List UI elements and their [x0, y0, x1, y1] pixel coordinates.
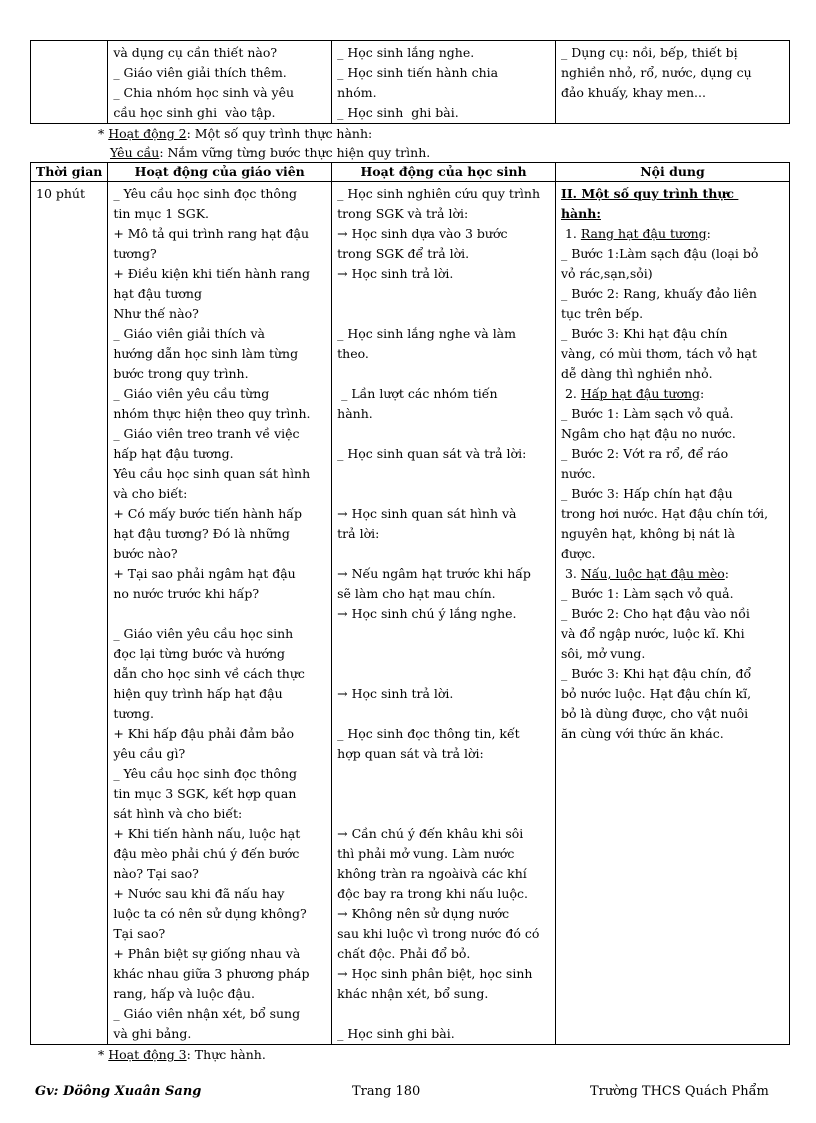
text-line: _ Giáo viên treo tranh về việc [113, 426, 300, 441]
text-line: _ Học sinh quan sát và trả lời: [337, 446, 527, 461]
text-line: khác nhận xét, bổ sung. [337, 986, 489, 1001]
teacher-cell [108, 41, 332, 124]
activity-3-text: : Thực hành. [186, 1047, 266, 1062]
text-line: _ Lần lượt các nhóm tiến [337, 386, 498, 401]
text-line: hành. [337, 406, 373, 421]
text-line: → Học sinh trả lời. [337, 266, 454, 281]
text-line: không tràn ra ngoàivà các khí [337, 866, 527, 881]
text-line: và cho biết: [113, 486, 188, 501]
text-line: nhóm thực hiện theo quy trình. [113, 406, 311, 421]
text-line: độc bay ra trong khi nấu luộc. [337, 886, 528, 901]
text-line: _ Học sinh lắng nghe và làm [337, 326, 516, 341]
text-line [337, 764, 550, 784]
text-line [337, 304, 550, 324]
text-line: đậu mèo phải chú ý đến bước [113, 846, 300, 861]
content-title: II. Một số quy trình thực [560, 186, 739, 201]
student-cell [332, 41, 556, 124]
text-line: tương. [113, 706, 154, 721]
activity-2-label: Hoạt động 2 [108, 126, 187, 141]
table-row [31, 41, 790, 124]
text-line: _ Giáo viên nhận xét, bổ sung [113, 1006, 301, 1021]
text-line: theo. [337, 346, 369, 361]
text-line: _ Bước 1: Làm sạch vỏ quả. [560, 586, 734, 601]
text-line: tương? [113, 246, 157, 261]
text-line [337, 664, 550, 684]
activity-3-label: Hoạt động 3 [108, 1047, 187, 1062]
text-line: 3. Nấu, luộc hạt đậu mèo: [560, 566, 729, 581]
text-line: sau khi luộc vì trong nước đó có [337, 926, 540, 941]
text-line: _ Bước 2: Cho hạt đậu vào nồi [560, 606, 750, 621]
text-line: Ngâm cho hạt đậu no nước. [560, 426, 736, 441]
text-line: sôi, mở vung. [560, 646, 646, 661]
text-line [337, 804, 550, 824]
text-line: → Học sinh dựa vào 3 bước [337, 226, 508, 241]
text-line: trả lời: [337, 526, 380, 541]
header-time: Thời gian [31, 163, 108, 182]
text-line: _ Yêu cầu học sinh đọc thông [113, 766, 297, 781]
text-line: bước trong quy trình. [113, 366, 249, 381]
text-line: _ Giáo viên yêu cầu từng [113, 386, 270, 401]
text-line: _ Giáo viên giải thích và [113, 326, 265, 341]
text-line: _ Bước 3: Khi hạt đậu chín, đổ [560, 666, 752, 681]
text-line: nước. [560, 466, 596, 481]
text-line: _ Học sinh lắng nghe. [337, 45, 475, 60]
text-line: + Tại sao phải ngâm hạt đậu [113, 566, 296, 581]
text-line: và dụng cụ cần thiết nào? [113, 45, 278, 60]
text-line: luộc ta có nên sử dụng không? [113, 906, 307, 921]
lesson-page [30, 40, 790, 1064]
text-line: nhóm. [337, 85, 377, 100]
text-line: Yêu cầu học sinh quan sát hình [113, 466, 311, 481]
requirement-text: : Nắm vững từng bước thực hiện quy trình. [159, 145, 431, 160]
text-line: bước nào? [113, 546, 178, 561]
text-line: cầu học sinh ghi vào tập. [113, 105, 276, 120]
text-line: bỏ là dùng được, cho vật nuôi [560, 706, 749, 721]
text-line: tục trên bếp. [560, 306, 644, 321]
text-line: _ Học sinh ghi bài. [337, 1026, 455, 1041]
text-line: yêu cầu gì? [113, 746, 186, 761]
text-line [337, 484, 550, 504]
teacher-cell [108, 182, 332, 1045]
text-line: → Không nên sử dụng nước [337, 906, 510, 921]
text-line: + Mô tả qui trình rang hạt đậu [113, 226, 310, 241]
text-line: hấp hạt đậu tương. [113, 446, 234, 461]
text-line: dẫn cho học sinh về cách thực [113, 666, 305, 681]
text-line: hạt đậu tương? Đó là những [113, 526, 290, 541]
text-line: nghiền nhỏ, rổ, nước, dụng cụ [560, 65, 752, 80]
text-line [337, 544, 550, 564]
text-line: _ Bước 3: Hấp chín hạt đậu [560, 486, 733, 501]
text-line: tin mục 1 SGK. [113, 206, 210, 221]
activity-2-heading: * Hoạt động 2: Một số quy trình thực hành: [98, 126, 373, 141]
time-cell: 10 phút [31, 182, 108, 1045]
text-line [337, 284, 550, 304]
top-table [30, 40, 790, 124]
requirement-line [30, 143, 790, 162]
text-line: → Học sinh phân biệt, học sinh [337, 966, 533, 981]
text-line: → Học sinh chú ý lắng nghe. [337, 606, 517, 621]
text-line [337, 424, 550, 444]
text-line: bỏ nước luộc. Hạt đậu chín kĩ, [560, 686, 752, 701]
text-line [337, 704, 550, 724]
text-line: đọc lại từng bước và hướng [113, 646, 286, 661]
text-line: hợp quan sát và trả lời: [337, 746, 484, 761]
text-line: + Khi tiến hành nấu, luộc hạt [113, 826, 301, 841]
text-line: _ Học sinh đọc thông tin, kết [337, 726, 520, 741]
text-line: vàng, có mùi thơm, tách vỏ hạt [560, 346, 757, 361]
text-line: _ Giáo viên giải thích thêm. [113, 65, 287, 80]
text-line: 2. Hấp hạt đậu tương: [560, 386, 705, 401]
text-line: ăn cùng với thức ăn khác. [560, 726, 724, 741]
table-row [31, 182, 790, 1045]
text-line: _ Bước 1: Làm sạch vỏ quả. [560, 406, 734, 421]
text-line: sát hình và cho biết: [113, 806, 243, 821]
text-line: nguyên hạt, không bị nát là [560, 526, 736, 541]
activity-2-text: : Một số quy trình thực hành: [186, 126, 373, 141]
text-line: khác nhau giữa 3 phương pháp [113, 966, 310, 981]
text-line: + Phân biệt sự giống nhau và [113, 946, 301, 961]
text-line: thì phải mở vung. Làm nước [337, 846, 515, 861]
text-line: sẽ làm cho hạt mau chín. [337, 586, 496, 601]
text-line: _ Bước 2: Vớt ra rổ, để ráo [560, 446, 729, 461]
text-line: → Học sinh quan sát hình và [337, 506, 517, 521]
text-line: đảo khuấy, khay men... [560, 85, 706, 100]
text-line: và đổ ngập nước, luộc kĩ. Khi [560, 626, 745, 641]
text-line: hiện quy trình hấp hạt đậu [113, 686, 283, 701]
text-line [337, 1004, 550, 1024]
text-line: chất độc. Phải đổ bỏ. [337, 946, 471, 961]
text-line: _ Giáo viên yêu cầu học sinh [113, 626, 294, 641]
text-line [113, 604, 326, 624]
text-line: trong hơi nước. Hạt đậu chín tới, [560, 506, 769, 521]
text-line [337, 644, 550, 664]
text-line: trong SGK và trả lời: [337, 206, 469, 221]
text-line: hạt đậu tương [113, 286, 202, 301]
main-table [30, 162, 790, 1045]
requirement-label: Yêu cầu [110, 145, 160, 160]
text-line: được. [560, 546, 596, 561]
text-line [337, 784, 550, 804]
text-line: → Học sinh trả lời. [337, 686, 454, 701]
text-line: + Điều kiện khi tiến hành rang [113, 266, 310, 281]
content-title-cont: hành: [560, 206, 601, 221]
text-line: Như thế nào? [113, 306, 199, 321]
text-line: trong SGK để trả lời. [337, 246, 470, 261]
page-footer [0, 1084, 816, 1104]
text-line: tin mục 3 SGK, kết hợp quan [113, 786, 297, 801]
text-line: hướng dẫn học sinh làm từng [113, 346, 299, 361]
activity-3-heading: * Hoạt động 3: Thực hành. [98, 1047, 266, 1062]
text-line: + Có mấy bước tiến hành hấp [113, 506, 302, 521]
text-line: _ Học sinh ghi bài. [337, 105, 459, 120]
text-line [337, 624, 550, 644]
footer-school: Trường THCS Quách Phẩm [590, 1084, 769, 1099]
content-cell [555, 41, 789, 124]
footer-page-number: Trang 180 [352, 1084, 421, 1099]
text-line: _ Yêu cầu học sinh đọc thông [113, 186, 297, 201]
text-line [337, 464, 550, 484]
content-cell [555, 182, 789, 1045]
time-cell [31, 41, 108, 124]
text-line: + Khi hấp đậu phải đảm bảo [113, 726, 295, 741]
text-line: _ Chia nhóm học sinh và yêu [113, 85, 295, 100]
text-line: _ Dụng cụ: nồi, bếp, thiết bị [560, 45, 738, 60]
header-teacher: Hoạt động của giáo viên [108, 163, 332, 182]
text-line: _ Bước 3: Khi hạt đậu chín [560, 326, 728, 341]
text-line: dễ dàng thì nghiền nhỏ. [560, 366, 713, 381]
text-line: → Cần chú ý đến khâu khi sôi [337, 826, 524, 841]
text-line: _ Bước 1:Làm sạch đậu (loại bỏ [560, 246, 759, 261]
text-line [337, 364, 550, 384]
header-row [31, 163, 790, 182]
text-line: 1. Rang hạt đậu tương: [560, 226, 711, 241]
text-line: và ghi bảng. [113, 1026, 192, 1041]
header-content: Nội dung [555, 163, 789, 182]
text-line: Tại sao? [113, 926, 166, 941]
text-line: _ Học sinh nghiên cứu quy trình [337, 186, 541, 201]
text-line: → Nếu ngâm hạt trước khi hấp [337, 566, 531, 581]
header-student: Hoạt động của học sinh [332, 163, 556, 182]
text-line: rang, hấp và luộc đậu. [113, 986, 255, 1001]
text-line: vỏ rác,sạn,sỏi) [560, 266, 653, 281]
text-line: _ Bước 2: Rang, khuấy đảo liên [560, 286, 757, 301]
text-line: + Nước sau khi đã nấu hay [113, 886, 285, 901]
student-cell [332, 182, 556, 1045]
text-line: _ Học sinh tiến hành chia [337, 65, 499, 80]
text-line: nào? Tại sao? [113, 866, 199, 881]
text-line: no nước trước khi hấp? [113, 586, 260, 601]
footer-teacher: Gv: Döông Xuaân Sang [35, 1084, 202, 1099]
